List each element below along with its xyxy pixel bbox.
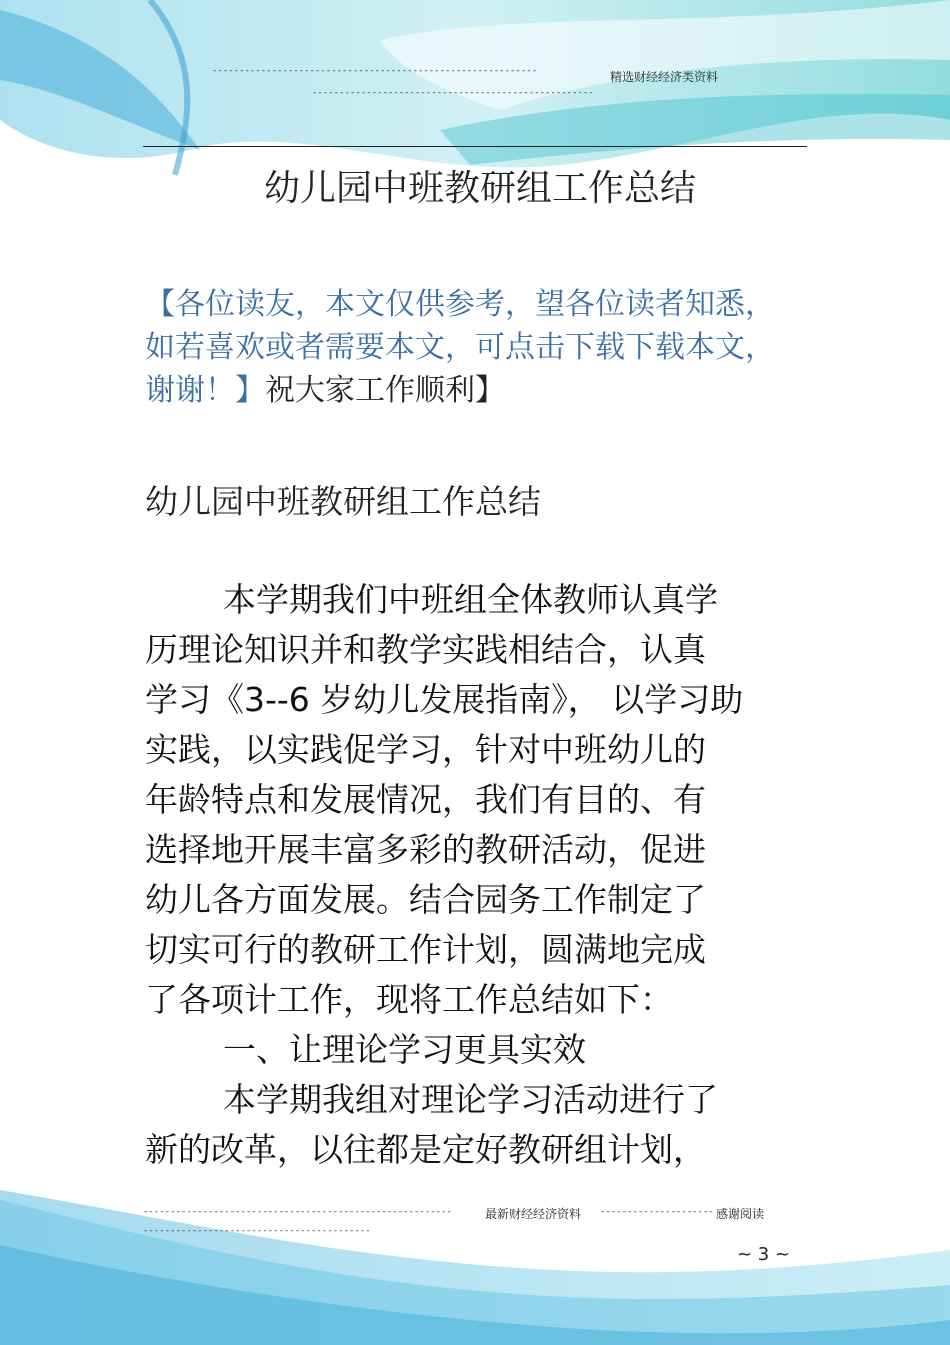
promo-notice xyxy=(145,283,785,412)
body-line: 本学期我们中班组全体教师认真学 xyxy=(223,580,718,619)
promo-notice-text: 【各位读友，本文仅供参考，望各位读者知悉，如若喜欢或者需要本文，可点击下载下载本文，谢谢！】 xyxy=(145,287,775,408)
page-number: ~ 3 ~ xyxy=(737,1244,791,1265)
document-title: 幼儿园中班教研组工作总结 xyxy=(263,168,696,209)
body-line: 实践，以实践促学习，针对中班幼儿的 xyxy=(145,730,706,769)
body-line: 本学期我组对理论学习活动进行了 xyxy=(223,1080,718,1119)
header-dash-line-2: ---------------------------------------------------- xyxy=(312,88,594,98)
section-title: 幼儿园中班教研组工作总结 xyxy=(145,482,541,521)
body-line: 历理论知识并和教学实践相结合，认真 xyxy=(145,630,706,669)
footer-thanks: 感谢阅读 xyxy=(716,1207,765,1221)
body-line: 切实可行的教研工作计划，圆满地完成 xyxy=(145,930,706,969)
header-dash-line: ------------------------------------------------------------ xyxy=(212,66,538,76)
promo-notice-tail: 祝大家工作顺利】 xyxy=(265,373,505,408)
body-line: 了各项计工作，现将工作总结如下： xyxy=(145,980,673,1019)
body-line: 新的改革，以往都是定好教研组计划， xyxy=(145,1130,706,1169)
footer-dash-line-3: --------------------- xyxy=(600,1207,714,1217)
footer-dash-line-2: ------------------------------------------ xyxy=(143,1226,371,1236)
body-line: 学习《3--6 岁幼儿发展指南》， 以学习助 xyxy=(145,680,744,719)
body-heading: 一、让理论学习更具实效 xyxy=(223,1030,586,1069)
body-line: 年龄特点和发展情况，我们有目的、有 xyxy=(145,780,706,819)
header-label: 精选财经经济类资料 xyxy=(610,70,719,84)
footer-label: 最新财经经济资料 xyxy=(485,1207,582,1221)
header-rule xyxy=(143,146,807,147)
body-line: 选择地开展丰富多彩的教研活动，促进 xyxy=(145,830,706,869)
body-line: 幼儿各方面发展。结合园务工作制定了 xyxy=(145,880,706,919)
body-text xyxy=(145,575,810,1175)
footer-dash-line: --------------------------------------------------------- xyxy=(143,1207,452,1217)
